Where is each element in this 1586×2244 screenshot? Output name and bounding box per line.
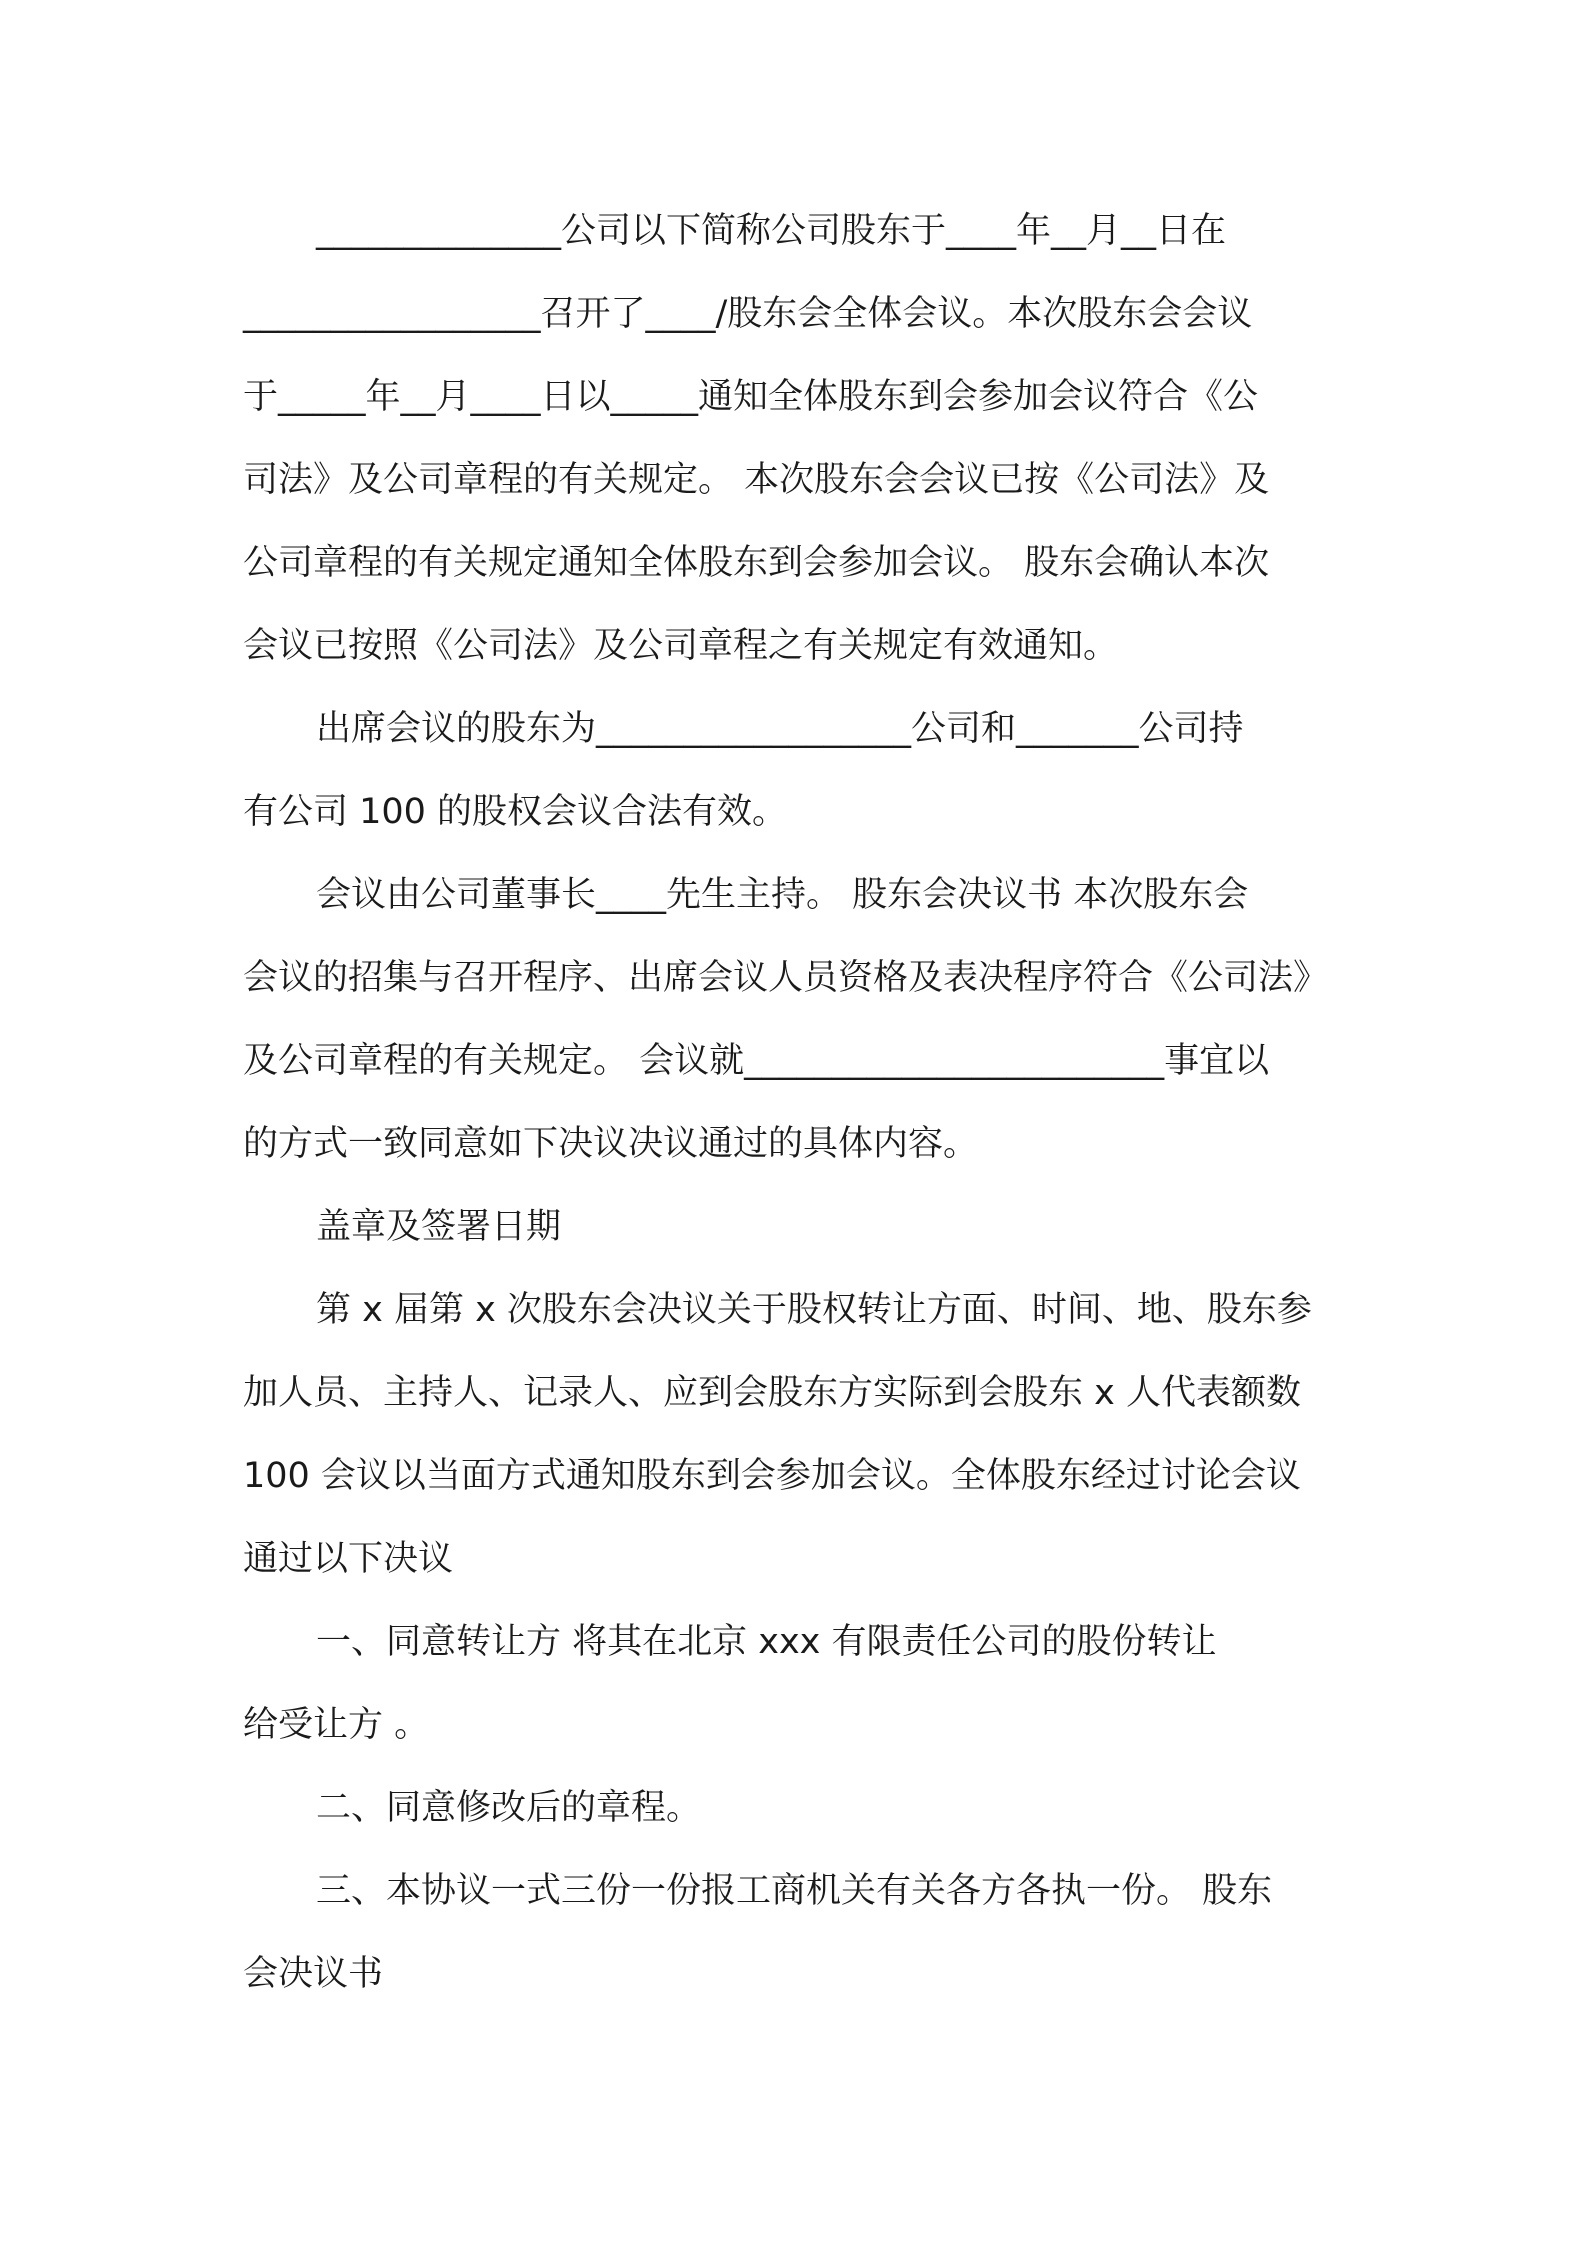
paragraph-meeting-notice <box>243 190 1353 688</box>
text-line: 给受让方 。 <box>243 1705 430 1745</box>
text-line: 100 会议以当面方式通知股东到会参加会议。全体股东经过讨论会议 <box>243 1456 1301 1496</box>
text-line: _________________召开了____/股东会全体会议。本次股东会会议 <box>243 294 1253 334</box>
paragraph-chair <box>243 854 1353 1186</box>
text-line: 会决议书 <box>243 1954 384 1994</box>
text-line: 会议的招集与召开程序、出席会议人员资格及表决程序符合《公司法》 <box>243 958 1329 998</box>
text-line: 司法》及公司章程的有关规定。 本次股东会会议已按《公司法》及 <box>243 460 1270 500</box>
paragraph-attendees <box>243 688 1353 854</box>
text-line: 盖章及签署日期 <box>316 1207 562 1247</box>
resolution-item-1 <box>243 1601 1353 1767</box>
text-line: 通过以下决议 <box>243 1539 454 1579</box>
document-body <box>243 190 1353 2016</box>
text-line: 于_____年__月____日以_____通知全体股东到会参加会议符合《公 <box>243 377 1259 417</box>
text-line: 一、同意转让方 将其在北京 xxx 有限责任公司的股份转让 <box>316 1622 1217 1662</box>
resolution-item-2 <box>243 1767 1353 1850</box>
text-line: 第 x 届第 x 次股东会决议关于股权转让方面、时间、地、股东参 <box>316 1290 1312 1330</box>
text-line: 二、同意修改后的章程。 <box>316 1788 702 1828</box>
text-line: 的方式一致同意如下决议决议通过的具体内容。 <box>243 1124 979 1164</box>
text-line: ______________公司以下简称公司股东于____年__月__日在 <box>316 211 1227 251</box>
text-line: 及公司章程的有关规定。 会议就________________________事宜以 <box>243 1041 1270 1081</box>
text-line: 加人员、主持人、记录人、应到会股东方实际到会股东 x 人代表额数 <box>243 1373 1301 1413</box>
text-line: 出席会议的股东为__________________公司和_______公司持 <box>316 709 1244 749</box>
text-line: 会议由公司董事长____先生主持。 股东会决议书 本次股东会 <box>316 875 1249 915</box>
paragraph-resolution-intro <box>243 1269 1353 1601</box>
resolution-item-3 <box>243 1850 1353 2016</box>
text-line: 有公司 100 的股权会议合法有效。 <box>243 792 788 832</box>
text-line: 三、本协议一式三份一份报工商机关有关各方各执一份。 股东 <box>316 1871 1273 1911</box>
text-line: 会议已按照《公司法》及公司章程之有关规定有效通知。 <box>243 626 1119 666</box>
text-line: 公司章程的有关规定通知全体股东到会参加会议。 股东会确认本次 <box>243 543 1270 583</box>
paragraph-seal-date <box>243 1186 1353 1269</box>
